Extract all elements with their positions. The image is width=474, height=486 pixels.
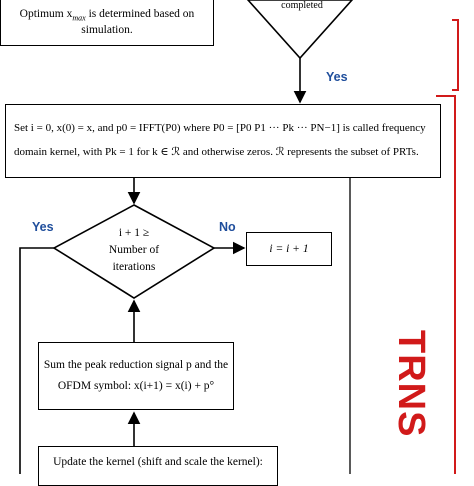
init-box-line1: Set i = 0, x(0) = x, and p0 = IFFT(P0) where P0 = [P0 P1 ··· Pk ··· PN−1] is called frequency — [14, 122, 426, 134]
red-bracket-top — [452, 20, 458, 90]
side-label-trns: TRNS — [390, 330, 432, 438]
top-decision-text: completed — [281, 0, 323, 11]
increment-text: i = i + 1 — [269, 243, 309, 255]
top-left-box-line1: Optimum $x_{max}$ is determined based on — [19, 8, 195, 23]
init-box-line2: domain kernel, with Pk = 1 for k ∈ ℛ and otherwise zeros. ℛ represents the subset of PRTs. — [14, 146, 419, 158]
decision-line2: Number of — [108, 244, 160, 256]
top-left-box — [0, 0, 214, 46]
sum-box — [38, 342, 234, 410]
decision-line3: iterations — [112, 261, 156, 273]
increment-box — [246, 232, 332, 266]
update-box — [38, 446, 278, 486]
sum-box-line2: OFDM symbol: x(i+1) = x(i) + p° — [57, 380, 215, 392]
top-left-box-line2: simulation. — [81, 24, 133, 36]
label-yes-top: Yes — [326, 70, 348, 84]
init-box — [5, 104, 441, 178]
update-box-text: Update the kernel (shift and scale the kernel): — [53, 456, 263, 468]
decision-line1: i + 1 ≥ — [118, 227, 150, 239]
sum-box-line1: Sum the peak reduction signal p and the — [43, 359, 229, 371]
label-no: No — [219, 220, 236, 234]
label-yes-left: Yes — [32, 220, 54, 234]
